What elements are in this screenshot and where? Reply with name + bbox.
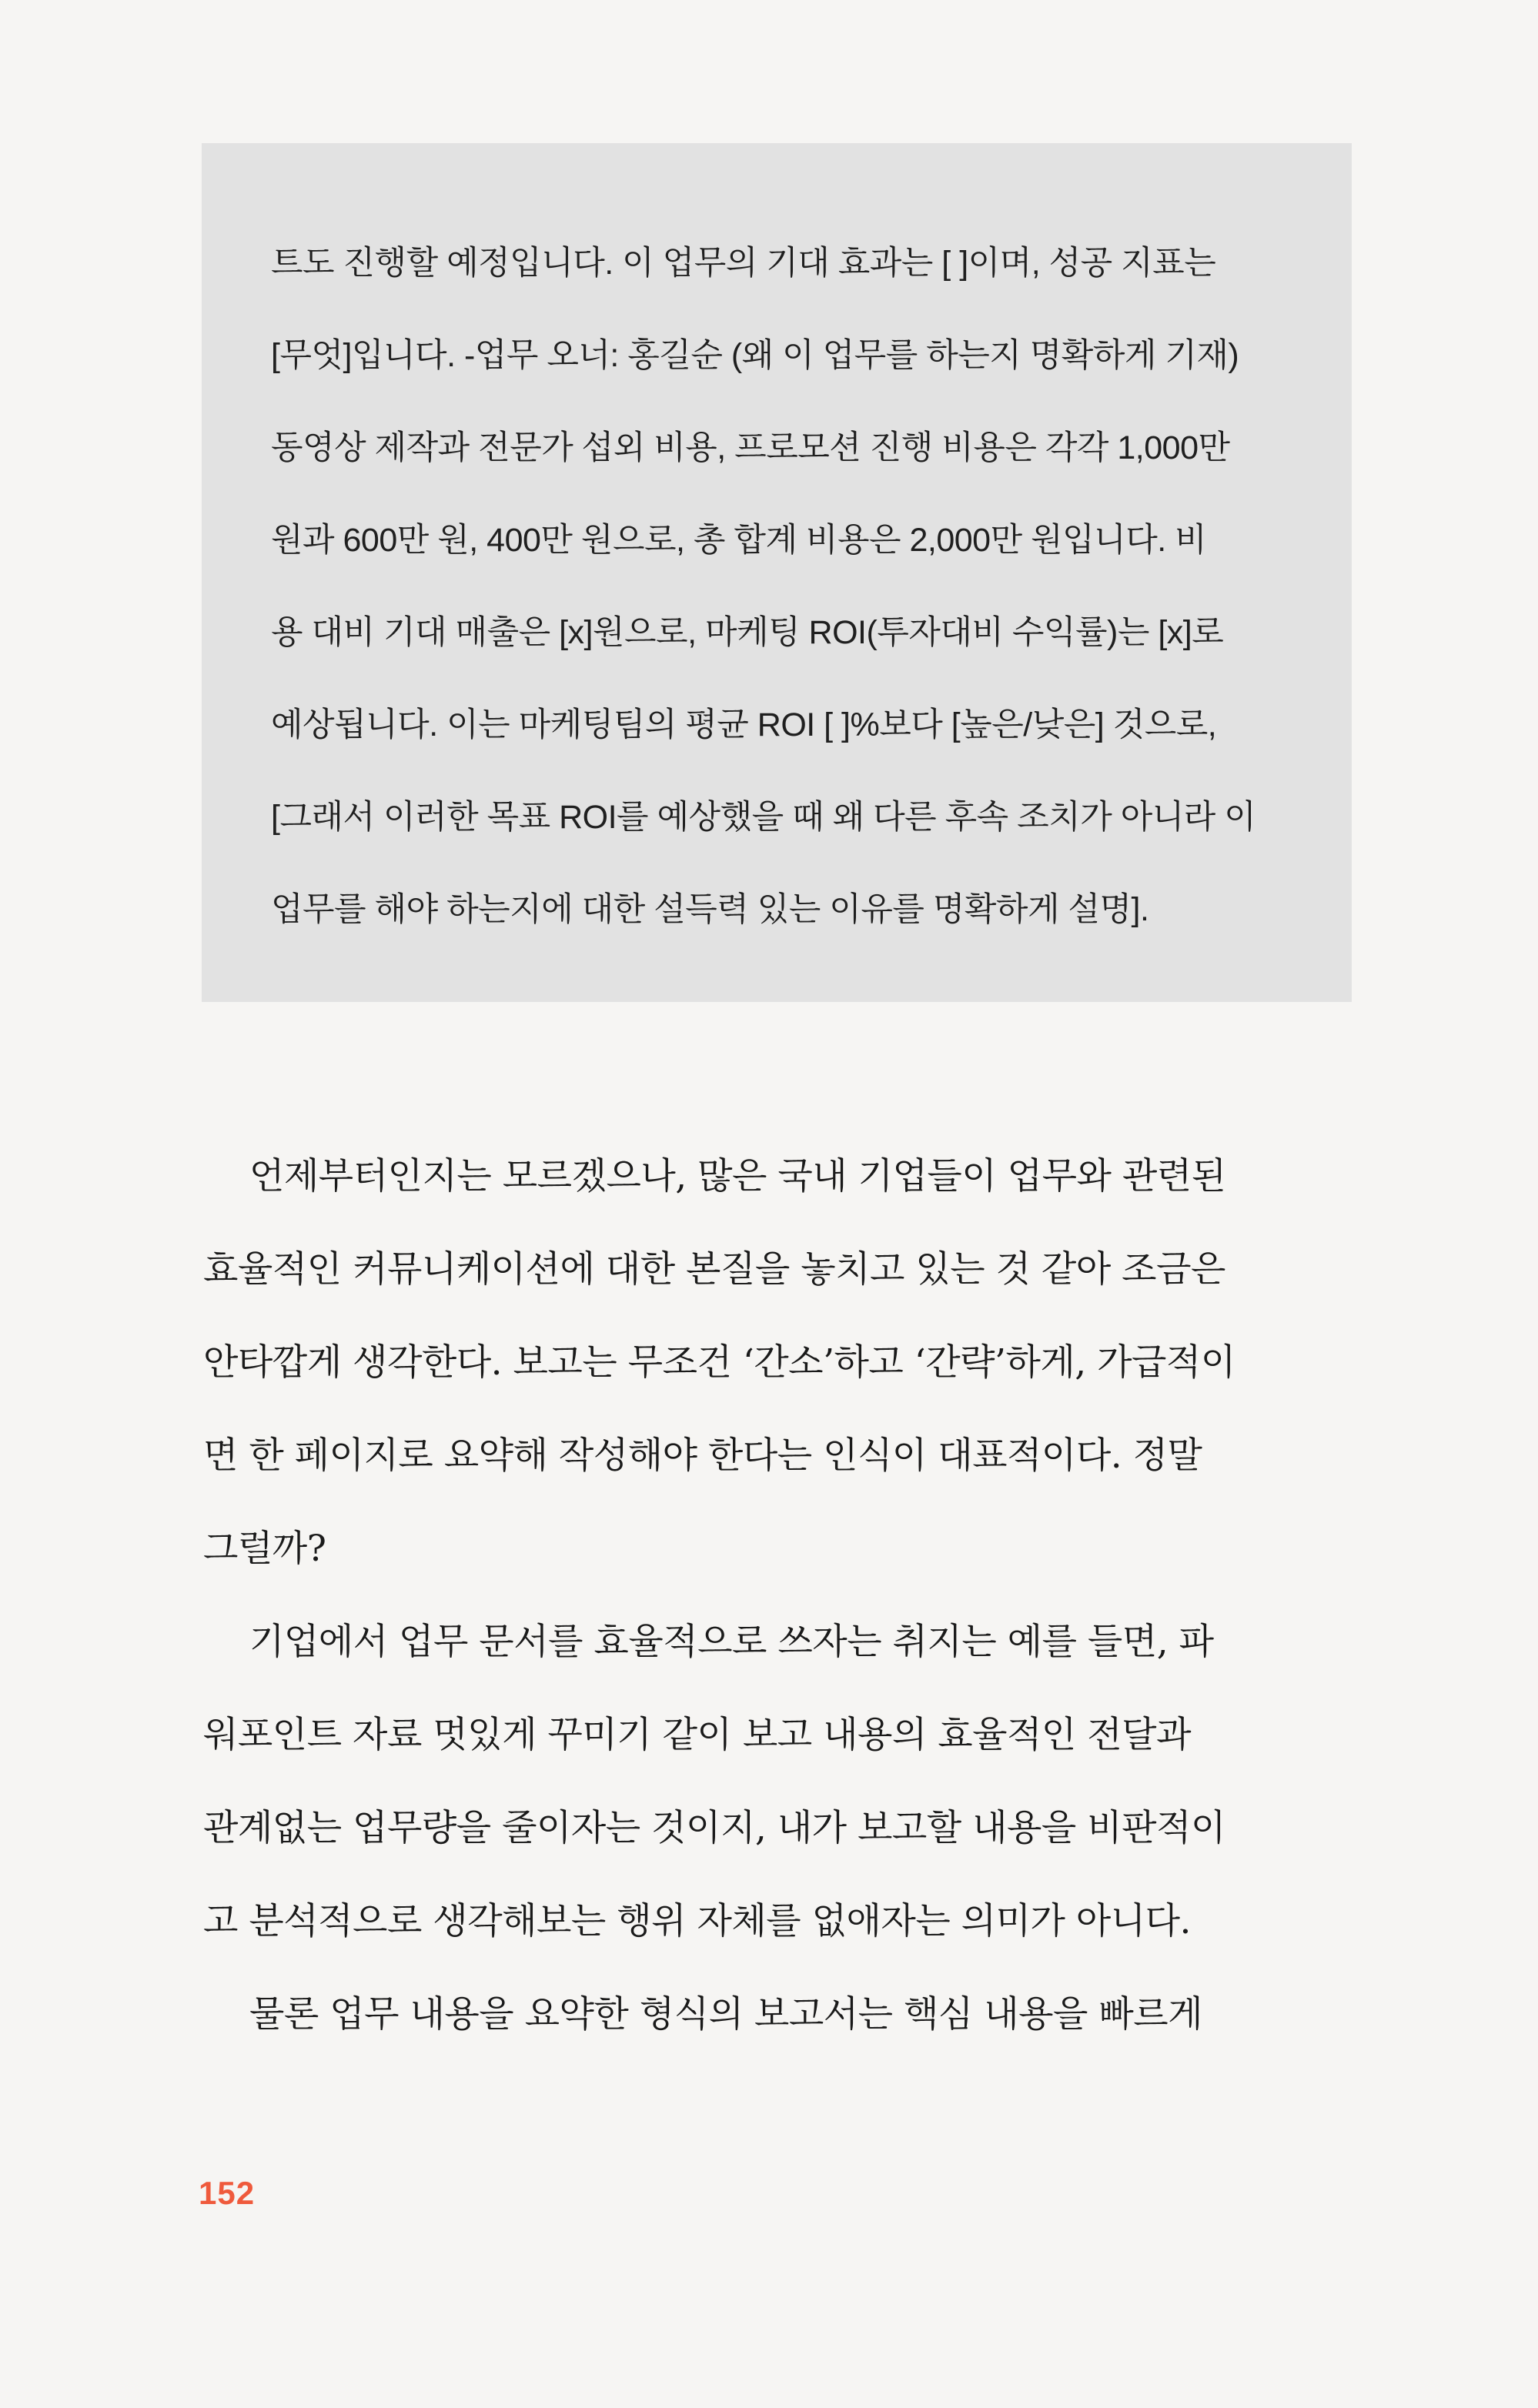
body-line: 관계없는 업무량을 줄이자는 것이지, 내가 보고할 내용을 비판적이	[203, 1807, 1225, 1849]
box-line: 용 대비 기대 매출은 [x]원으로, 마케팅 ROI(투자대비 수익률)는 [x]로	[271, 614, 1224, 651]
body-line: 안타깝게 생각한다. 보고는 무조건 ‘간소’하고 ‘간략’하게, 가급적이	[203, 1341, 1235, 1384]
paragraph	[203, 1968, 1350, 2061]
box-line: [그래서 이러한 목표 ROI를 예상했을 때 왜 다른 후속 조치가 아니라 이	[271, 799, 1256, 836]
body-line: 워포인트 자료 멋있게 꾸미기 같이 보고 내용의 효율적인 전달과	[203, 1714, 1191, 1756]
box-line: [무엇]입니다. -업무 오너: 홍길순 (왜 이 업무를 하는지 명확하게 기재)	[271, 337, 1239, 374]
box-line: 동영상 제작과 전문가 섭외 비용, 프로모션 진행 비용은 각각 1,000만	[271, 429, 1230, 466]
body-text	[203, 1130, 1350, 2061]
body-line: 효율적인 커뮤니케이션에 대한 본질을 놓치고 있는 것 같아 조금은	[203, 1248, 1225, 1291]
box-line: 원과 600만 원, 400만 원으로, 총 합계 비용은 2,000만 원입니다. 비	[271, 522, 1207, 559]
body-line: 고 분석적으로 생각해보는 행위 자체를 없애자는 의미가 아니다.	[203, 1900, 1191, 1942]
body-line: 그럴까?	[203, 1528, 326, 1570]
example-text-box	[202, 143, 1352, 1002]
paragraph	[203, 1130, 1350, 1595]
box-line: 트도 진행할 예정입니다. 이 업무의 기대 효과는 [ ]이며, 성공 지표는	[271, 245, 1216, 282]
box-line: 예상됩니다. 이는 마케팅팀의 평균 ROI [ ]%보다 [높은/낮은] 것으로,	[271, 706, 1217, 743]
box-line: 업무를 해야 하는지에 대한 설득력 있는 이유를 명확하게 설명].	[271, 891, 1149, 928]
paragraph	[203, 1595, 1350, 1968]
body-line: 언제부터인지는 모르겠으나, 많은 국내 기업들이 업무와 관련된	[249, 1155, 1226, 1197]
page-number: 152	[199, 2175, 256, 2211]
body-line: 기업에서 업무 문서를 효율적으로 쓰자는 취지는 예를 들면, 파	[249, 1621, 1214, 1663]
body-line: 면 한 페이지로 요약해 작성해야 한다는 인식이 대표적이다. 정말	[203, 1434, 1202, 1477]
body-line: 물론 업무 내용을 요약한 형식의 보고서는 핵심 내용을 빠르게	[249, 1993, 1203, 2036]
